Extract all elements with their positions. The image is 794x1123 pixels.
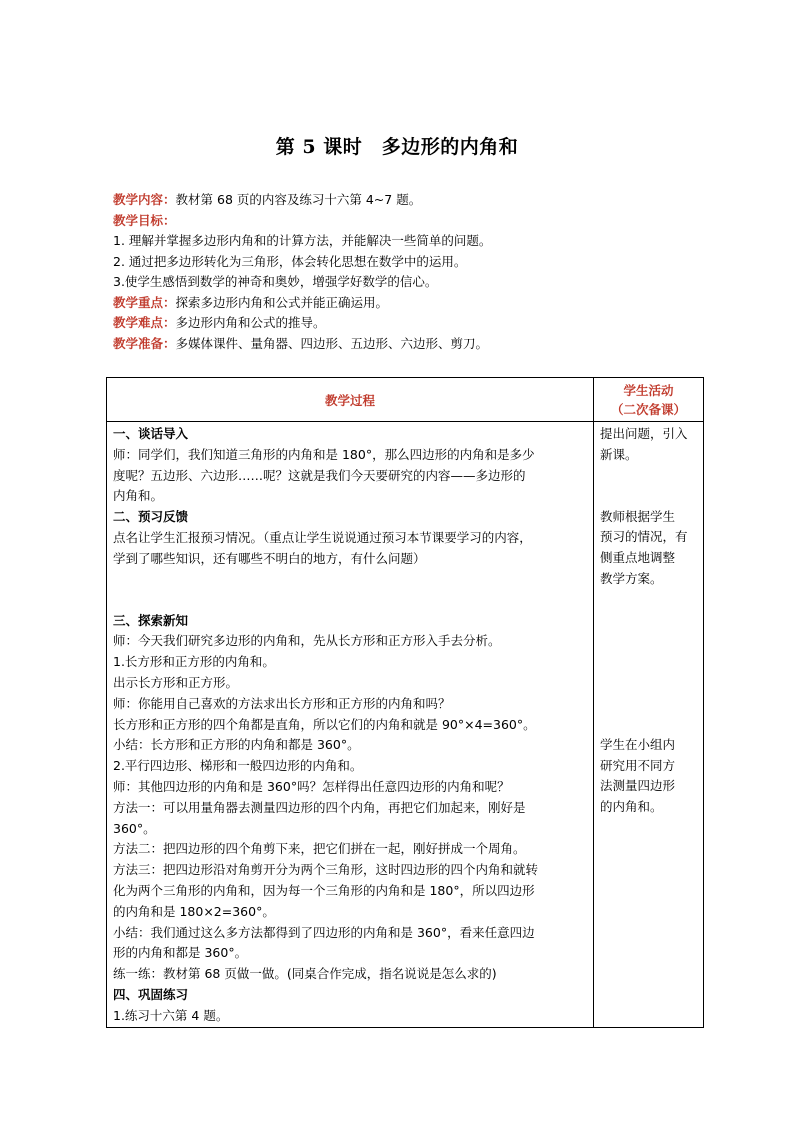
text-line: 学到了哪些知识，还有哪些不明白的地方，有什么问题） [113, 550, 426, 566]
prep-row [113, 334, 703, 355]
side-note-line: 侧重点地调整 [600, 550, 676, 566]
difficulty-text: 多边形内角和公式的推导。 [175, 315, 326, 330]
goal-item: 1. 理解并掌握多边形内角和的计算方法，并能解决一些简单的问题。 [113, 233, 492, 248]
header-activity-line1: 学生活动 [623, 382, 674, 398]
process-table [106, 377, 704, 1028]
side-note-line: 研究用不同方 [600, 757, 676, 773]
side-note-line: 教师根据学生 [600, 508, 676, 524]
section-heading: 一、谈话导入 [113, 426, 189, 441]
text-line: 师：同学们，我们知道三角形的内角和是 180°，那么四边形的内角和是多少 [113, 446, 535, 462]
text-line: 小结：长方形和正方形的内角和都是 360°。 [113, 737, 360, 753]
content-text: 教材第 68 页的内容及练习十六第 4~7 题。 [175, 192, 422, 207]
spacer [600, 466, 697, 507]
goal-item: 2. 通过把多边形转化为三角形，体会转化思想在数学中的运用。 [113, 253, 467, 269]
prep-text: 多媒体课件、量角器、四边形、五边形、六边形、剪刀。 [175, 335, 489, 351]
text-line: 360°。 [113, 820, 156, 836]
text-line: 方法二：把四边形的四个角剪下来，把它们拼在一起，刚好拼成一个周角。 [113, 841, 526, 857]
page-title: 第 5 课时 多边形的内角和 [275, 136, 519, 158]
table-header-row [107, 378, 704, 422]
side-note-line: 的内角和。 [600, 799, 663, 815]
text-line: 点名让学生汇报预习情况。（重点让学生说说通过预习本节课要学习的内容， [113, 529, 532, 545]
text-line: 师：你能用自己喜欢的方法求出长方形和正方形的内角和吗？ [113, 695, 451, 711]
spacer [600, 590, 697, 735]
text-line: 形的内角和都是 360°。 [113, 945, 248, 961]
text-line: 长方形和正方形的四个角都是直角，所以它们的内角和就是 90°×4=360°。 [113, 716, 536, 732]
section-heading: 三、探索新知 [113, 612, 189, 628]
table-body-row [107, 422, 704, 1028]
text-line: 1.长方形和正方形的内角和。 [113, 654, 275, 670]
text-line: 2.平行四边形、梯形和一般四边形的内角和。 [113, 758, 363, 774]
goals-row [113, 211, 703, 232]
prep-label: 教学准备： [113, 335, 176, 351]
key-row [113, 293, 703, 314]
text-line: 小结：我们通过这么多方法都得到了四边形的内角和是 360°，看来任意四边 [113, 924, 535, 940]
key-label: 教学重点： [113, 294, 176, 310]
header-process: 教学过程 [107, 378, 594, 422]
text-line: 方法一：可以用量角器去测量四边形的四个内角，再把它们加起来，刚好是 [113, 799, 526, 815]
goal-item: 3.使学生感悟到数学的神奇和奥妙，增强学好数学的信心。 [113, 274, 438, 289]
side-note-line: 预习的情况，有 [600, 529, 688, 545]
side-note-line: 提出问题，引入 [600, 426, 688, 441]
side-note-line: 新课。 [600, 446, 638, 462]
text-line: 的内角和是 180×2=360°。 [113, 903, 275, 919]
process-cell [107, 422, 594, 1028]
activity-cell [594, 422, 704, 1028]
text-line: 练一练：教材第 68 页做一做。(同桌合作完成，指名说说是怎么求的) [113, 966, 497, 982]
content-label: 教学内容： [113, 192, 176, 207]
text-line: 化为两个三角形的内角和，因为每一个三角形的内角和是 180°，所以四边形 [113, 882, 535, 898]
key-text: 探索多边形内角和公式并能正确运用。 [175, 294, 389, 310]
content-row [113, 190, 703, 211]
text-line: 度呢？五边形、六边形……呢？这就是我们今天要研究的内容——多边形的 [113, 467, 526, 483]
text-line: 方法三：把四边形沿对角剪开分为两个三角形，这时四边形的四个内角和就转 [113, 862, 539, 878]
difficulty-label: 教学难点： [113, 315, 176, 330]
side-note-line: 法测量四边形 [600, 778, 676, 794]
side-note-line: 学生在小组内 [600, 736, 676, 752]
header-activity [594, 378, 704, 422]
text-line: 师：今天我们研究多边形的内角和，先从长方形和正方形入手去分析。 [113, 633, 501, 649]
text-line: 1.练习十六第 4 题。 [113, 1007, 229, 1023]
lesson-meta [113, 190, 703, 354]
difficulty-row [113, 313, 703, 334]
goals-label: 教学目标： [113, 212, 176, 228]
text-line: 内角和。 [113, 488, 164, 504]
text-line: 师：其他四边形的内角和是 360°吗？怎样得出任意四边形的内角和呢？ [113, 778, 510, 794]
side-note-line: 教学方案。 [600, 570, 663, 586]
section-heading: 四、巩固练习 [113, 986, 189, 1002]
header-activity-line2: （二次备课） [610, 401, 686, 417]
section-heading: 二、预习反馈 [113, 509, 189, 525]
spacer [113, 570, 587, 611]
text-line: 出示长方形和正方形。 [113, 674, 239, 690]
